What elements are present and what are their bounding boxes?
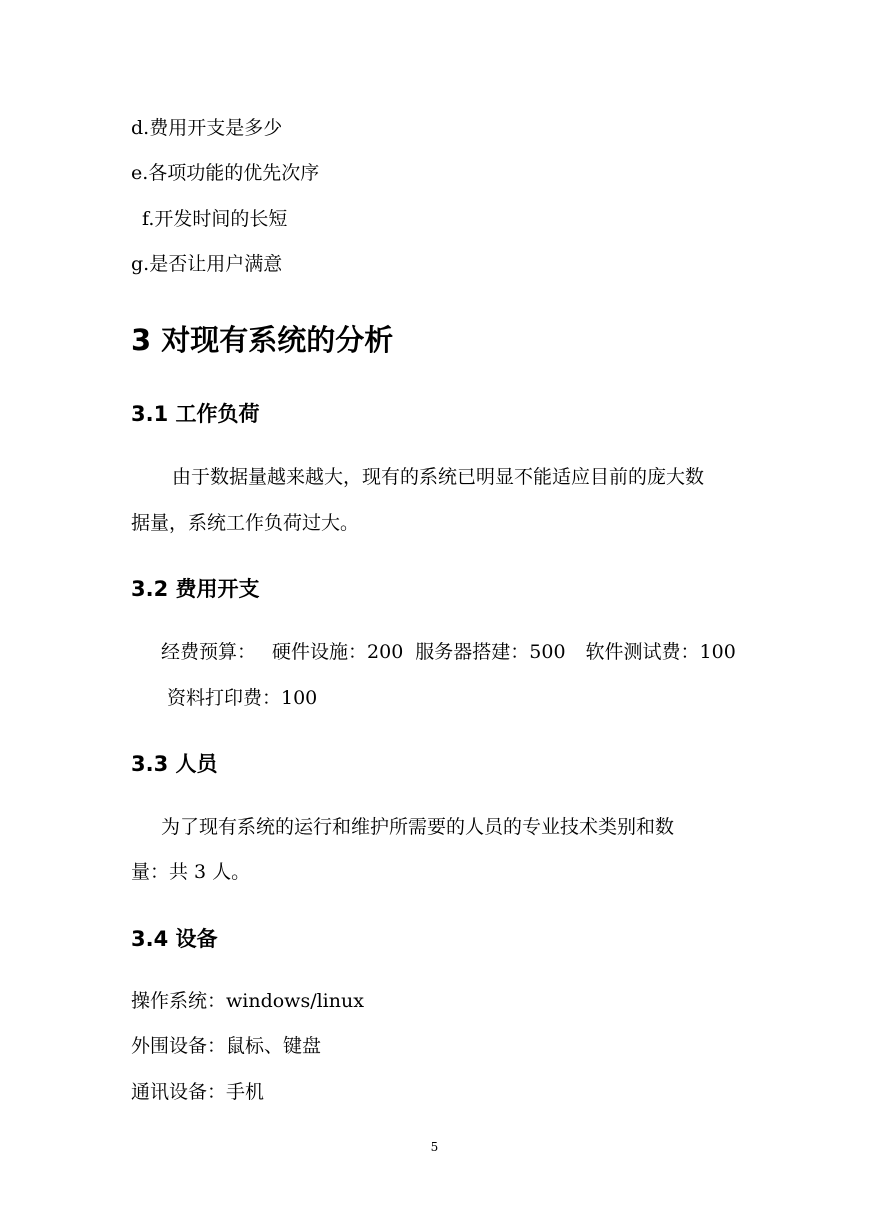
section-3-2-heading: 3.2 费用开支 — [131, 577, 260, 601]
list-item-e: e.各项功能的优先次序 — [131, 162, 320, 184]
budget-line — [161, 640, 736, 664]
budget-software-test: 软件测试费：100 — [585, 641, 736, 663]
budget-printing: 资料打印费：100 — [167, 687, 318, 709]
list-item-d: d.费用开支是多少 — [131, 117, 283, 139]
budget-server: 服务器搭建：500 — [415, 641, 566, 663]
equipment-communication: 通讯设备：手机 — [131, 1081, 265, 1103]
equipment-os: 操作系统：windows/linux — [131, 990, 364, 1012]
budget-hardware: 硬件设施：200 — [272, 641, 404, 663]
equipment-peripherals: 外围设备：鼠标、键盘 — [131, 1035, 322, 1057]
section-3-heading: 3 对现有系统的分析 — [131, 323, 394, 357]
section-3-1-heading: 3.1 工作负荷 — [131, 402, 260, 426]
list-item-g: g.是否让用户满意 — [131, 253, 283, 275]
section-3-3-heading: 3.3 人员 — [131, 752, 218, 776]
section-3-4-heading: 3.4 设备 — [131, 927, 218, 951]
workload-text-line-2: 据量，系统工作负荷过大。 — [131, 512, 360, 534]
page-number: 5 — [430, 1140, 439, 1154]
budget-label: 经费预算： — [161, 641, 257, 663]
workload-text-line-1: 由于数据量越来越大，现有的系统已明显不能适应目前的庞大数 — [172, 466, 705, 488]
list-item-f: f.开发时间的长短 — [142, 208, 288, 230]
personnel-text-line-1: 为了现有系统的运行和维护所需要的人员的专业技术类别和数 — [161, 816, 675, 838]
personnel-text-line-2: 量：共 3 人。 — [131, 861, 251, 883]
